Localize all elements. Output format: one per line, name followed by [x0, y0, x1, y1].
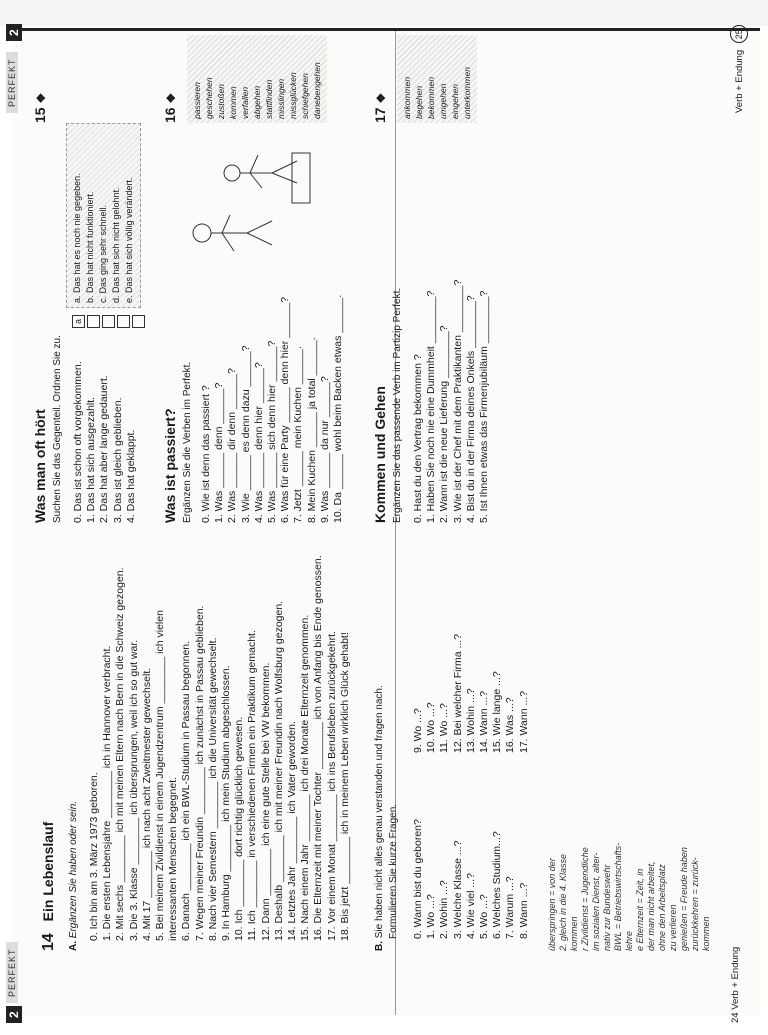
right-page-number: 25	[730, 25, 748, 43]
section-17-line: 0. Hast du den Vertrag bekommen ?	[412, 354, 424, 523]
part-b-question: 14. Wann ...?	[478, 690, 491, 753]
answer-box[interactable]	[102, 315, 115, 328]
section-15-number	[32, 93, 48, 123]
word: missglücken	[288, 72, 298, 119]
word: ankommen	[402, 76, 412, 119]
glossary-line: ohne den Arbeitsplatz	[657, 864, 667, 951]
handshake-icon: ❖	[34, 92, 48, 104]
section-17-word-list	[397, 35, 477, 123]
part-b-question: 0. Wann bist du geboren?	[412, 819, 424, 939]
part-a-line: 17. Vor einem Monat ________ ich ins Berufsleben zurückgekehrt.	[325, 631, 338, 941]
part-a-line: 0. Ich bin am 3. März 1973 geboren.	[88, 772, 100, 941]
part-a-line: 16. Die Elternzeit mit meiner Tochter ________ ich von Anfang bis Ende genossen.	[312, 555, 325, 941]
section-15-number-text: 15	[32, 107, 48, 123]
section-15-line: 2. Das hat aber lange gedauert.	[98, 375, 111, 523]
part-a-line: 2. Mit sechs ________ ich mit meinen Eltern nach Bern in die Schweiz gezogen.	[114, 567, 127, 941]
right-footer	[730, 25, 748, 113]
word: bekommen	[426, 76, 436, 119]
section-17-number	[372, 93, 388, 123]
section-16-number	[162, 93, 178, 123]
left-page-label: 2	[6, 1006, 22, 1023]
right-page	[2, 23, 750, 523]
section-15-line: 4. Das hat geklappt.	[124, 429, 137, 523]
left-page	[2, 523, 750, 1023]
glossary-line: zu verlieren	[668, 904, 678, 951]
option-line: a. Das hat es noch nie gegeben.	[72, 173, 82, 303]
glossary-line: überspringen = von der	[547, 858, 557, 951]
section-15-options-box	[66, 123, 141, 308]
glossary-line: kommen	[701, 916, 711, 951]
part-b-instruction-2: Formulieren Sie kurze Fragen.	[388, 803, 399, 939]
part-a-line: interessanten Menschen begegnet.	[167, 776, 180, 941]
rotated-content	[2, 11, 768, 1035]
part-b-question: 6. Welches Studium...?	[491, 831, 504, 939]
section-15-list	[72, 361, 138, 523]
part-a-line: 12. Dann ________ ich eine gute Stelle bei VW bekommen.	[259, 662, 272, 941]
section-16-line: 4. Was ______ denn hier ______?	[252, 362, 265, 523]
word: misslingen	[276, 78, 286, 119]
part-b-question: 11. Wo ...?	[438, 703, 451, 753]
word: passieren	[192, 82, 202, 119]
section-15-line: 1. Das hat sich ausgezahlt.	[85, 396, 98, 523]
part-a-line: 18. Bis jetzt ________ ich in meinem Leben wirklich Glück gehabt!	[338, 632, 351, 941]
glossary-line: r Zivildienst = Jugendliche	[580, 847, 590, 951]
section-16-line: 5. Was ______ sich denn hier ______?	[266, 340, 279, 523]
left-chapter-tag: PERFEKT	[6, 942, 18, 1003]
section-16-number-text: 16	[162, 107, 178, 123]
part-a-list	[88, 555, 352, 941]
section-17-number-text: 17	[372, 107, 388, 123]
glossary-line: genießen = Freude haben	[679, 847, 689, 951]
right-chapter-tag: PERFEKT	[6, 52, 18, 113]
part-b-question: 9. Wo ...?	[412, 708, 424, 753]
word: verfallen	[240, 86, 250, 119]
option-line: d. Das hat sich nicht gelohnt.	[111, 187, 121, 303]
section-17-title: Kommen und Gehen	[372, 386, 388, 523]
part-a-line: 1. Die ersten Lebensjahre ________ ich in Hannover verbracht.	[101, 645, 114, 941]
part-b-question: 17. Wann ...?	[517, 690, 530, 753]
section-16-line: 10. Da ______ wohl beim Backen etwas ______.	[332, 294, 345, 523]
part-a-line: 15. Nach einem Jahr ________ ich drei Monate Elternzeit genommen.	[299, 614, 312, 941]
glossary-line: 2. gleich in die 4. Klasse	[558, 853, 568, 951]
word: zustoßen	[216, 84, 226, 119]
part-a-line: 4. Mit 17 ________ ich nach acht Zweitmester gewechselt.	[140, 667, 153, 941]
part-b-question: 5. Wo ...?	[478, 894, 491, 939]
part-b-question: 16. Was ...?	[504, 697, 517, 753]
section-16-line: 9. Was ______ da nur ______?	[318, 376, 331, 523]
section-15-line: 3. Das ist gleich geblieben.	[111, 397, 124, 523]
glossary-line: nativ zur Bundeswehr	[602, 864, 612, 951]
part-a-line: 8. Nach vier Semestern ________ ich die Universität gewechselt.	[206, 637, 219, 941]
section-14-number: 14	[40, 933, 57, 951]
section-17-list	[412, 280, 491, 523]
glossary-line: zurückkehren = zurück-	[690, 857, 700, 951]
part-b-col-2	[412, 634, 531, 753]
word: stattfinden	[264, 79, 274, 119]
section-16-line: 1. Was ______ denn ______?	[213, 382, 226, 523]
section-15-title: Was man oft hört	[32, 409, 48, 523]
glossary-line: lehre	[624, 930, 634, 951]
part-a-instruction: Ergänzen Sie haben oder sein.	[68, 800, 79, 939]
handshake-icon: ❖	[374, 92, 388, 104]
part-a-instruction-row	[68, 801, 79, 951]
glossary-line: kommen	[569, 916, 579, 951]
glossary-line: im sozialen Dienst, alter-	[591, 852, 601, 951]
part-a-line: 3. Die 3. Klasse ________ ich übersprungen, weil ich so gut war.	[127, 639, 140, 941]
option-line: b. Das hat nicht funktioniert.	[85, 191, 95, 303]
section-17-line: 3. Wie ist der Chef mit dem Praktikanten ________?	[451, 279, 464, 523]
part-b-question: 3. Welche Klasse ...?	[451, 840, 464, 939]
part-a-line: 9. In Hamburg ________ ich mein Studium abgeschlossen.	[220, 665, 233, 941]
part-b-question: 7. Warum ...?	[504, 876, 517, 939]
glossary-block	[547, 551, 712, 951]
section-16-line: 8. Mein Kuchen ______ ja total ______.	[305, 337, 318, 523]
part-a-line: 6. Danach ________ ich ein BWL-Studium in Passau begonnen.	[180, 640, 193, 941]
word: unterkommen	[462, 67, 472, 119]
part-b-question: 8. Wann ...?	[517, 882, 530, 939]
part-b-question: 13. Wohin ...?	[464, 688, 477, 753]
answer-box[interactable]	[87, 315, 100, 328]
part-a-line: 11. Ich ________ in verschiedenen Firmen ein Praktikum gemacht.	[246, 630, 259, 941]
glossary-line: BWL = Betriebswirtschafts-	[613, 842, 623, 951]
section-16-word-list	[187, 35, 327, 123]
part-b-letter: B.	[374, 941, 385, 951]
part-a-line: 7. Wegen meiner Freundin ________ ich zunächst in Passau geblieben.	[193, 605, 206, 941]
glossary-line: e Elternzeit = Zeit, in	[635, 868, 645, 951]
right-page-label: 2	[6, 24, 22, 41]
section-16-instruction: Ergänzen Sie die Verben im Perfekt.	[182, 361, 193, 523]
part-b-instruction-1-row	[374, 685, 385, 951]
section-16-line: 2. Was ______ dir denn ______?	[226, 368, 239, 523]
section-16-line: 0. Wie ist denn das passiert ?	[200, 385, 212, 523]
section-15-line: 0. Das ist schon oft vorgekommen.	[72, 361, 84, 523]
part-b-question: 15. Wie lange ...?	[491, 671, 504, 753]
word: kommen	[228, 86, 238, 119]
section-16-line: 3. Wie ______ es denn dazu ______?	[239, 345, 252, 523]
section-17-line: 2. Wann ist die neue Lieferung ________?	[438, 325, 451, 523]
section-16-list	[200, 295, 345, 523]
part-b-question: 1. Wo ...?	[425, 894, 438, 939]
word: schiefgehen	[300, 73, 310, 119]
part-a-line: 10. Ich ________ dort richtig glücklich gewesen.	[233, 716, 246, 941]
glossary-line: der man nicht arbeitet,	[646, 861, 656, 951]
part-b-question: 4. Wie viel ...?	[464, 873, 477, 939]
right-footer-text: Verb + Endung	[734, 49, 745, 113]
part-b-question: 2. Wohin ...?	[438, 880, 451, 939]
option-line: c. Das ging sehr schnell.	[98, 204, 108, 303]
handshake-icon: ❖	[164, 92, 178, 104]
section-17-instruction: Ergänzen Sie das passende Verb im Partizip Perfekt.	[392, 287, 403, 523]
section-15-instruction: Suchen Sie das Gegenteil. Ordnen Sie zu.	[52, 335, 63, 523]
part-a-line: 13. Deshalb ________ ich mit meiner Freundin nach Wolfsburg gezogen.	[272, 600, 285, 941]
cartoon-illustration	[172, 133, 322, 273]
part-a-letter: A.	[68, 941, 79, 951]
section-17-line: 1. Haben Sie noch nie eine Dummheit ________?	[425, 290, 438, 523]
answer-box[interactable]	[117, 315, 130, 328]
section-17-line: 5. Ist Ihnen etwas das Firmenjubiläum ________?	[478, 290, 491, 523]
left-footer: 24 Verb + Endung	[730, 946, 741, 1023]
part-b-instruction-1: Sie haben nicht alles genau verstanden und fragen nach.	[374, 685, 385, 939]
textbook-spread	[7, 28, 760, 1023]
word: danebengehen	[312, 62, 322, 119]
word: begehen	[414, 85, 424, 119]
section-15-answer-boxes	[72, 315, 147, 328]
section-16-line: 6. Was für eine Party ______ denn hier ______?	[279, 296, 292, 523]
answer-box[interactable]	[132, 315, 145, 328]
word: eingehen	[450, 84, 460, 119]
section-17-line: 4. Bist du in der Firma deines Onkels ________?	[464, 295, 477, 523]
option-line: e. Das hat sich völlig verändert.	[124, 177, 134, 303]
left-section-heading	[40, 822, 58, 951]
part-a-line: 5. Bei meinem Zivildienst in einem Jugendzentrum ________ ich vielen	[154, 610, 167, 941]
part-b-col-1	[412, 819, 531, 939]
word: umgehen	[438, 83, 448, 119]
section-16-line: 7. Jetzt ______ mein Kuchen ______.	[292, 346, 305, 523]
part-b-question: 12. Bei welcher Firma ...?	[451, 633, 464, 753]
part-b-question: 10. Wo ...?	[425, 702, 438, 753]
answer-box[interactable]: a	[72, 315, 85, 328]
word: abgehen	[252, 85, 262, 119]
part-a-line: 14. Letztes Jahr ________ ich Vater geworden.	[286, 721, 299, 941]
section-14-title: Ein Lebenslauf	[40, 821, 56, 922]
word: geschehen	[204, 77, 214, 119]
section-16-title: Was ist passiert?	[162, 408, 178, 523]
